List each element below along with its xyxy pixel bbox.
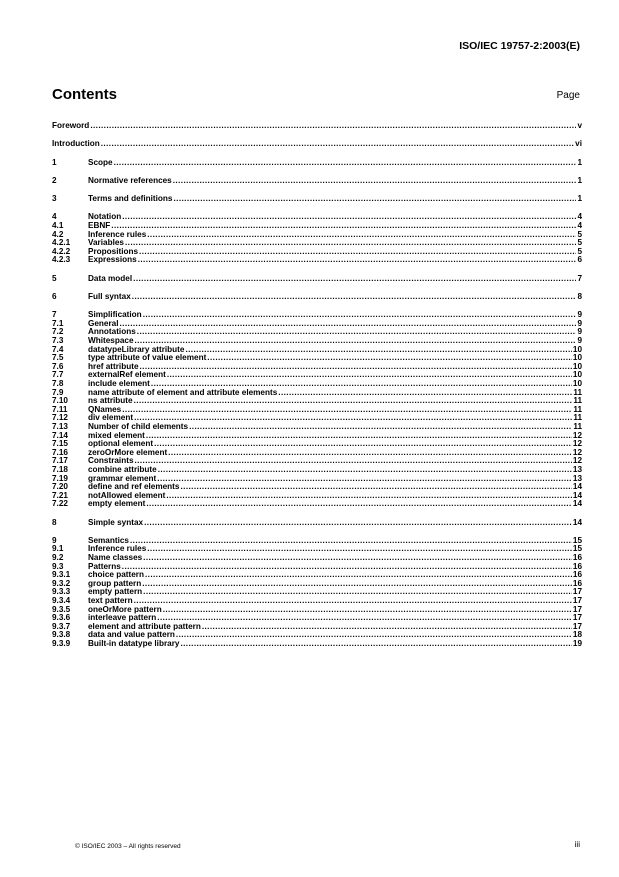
toc-entry-page: 11 <box>573 404 582 414</box>
dot-leader <box>139 248 576 257</box>
toc-entry-number: 7.20 <box>52 482 68 492</box>
dot-leader <box>137 328 577 337</box>
toc-entry-page: 17 <box>572 613 582 623</box>
toc-entry-title: externalRef element <box>88 370 166 380</box>
toc-entry-number: 7.1 <box>52 318 64 328</box>
toc-entry-page: 10 <box>572 353 582 363</box>
toc-entry-page: 5 <box>577 238 582 248</box>
dot-leader <box>111 222 576 231</box>
toc-entry-page: 1 <box>577 175 582 185</box>
toc-entry[interactable] <box>52 195 582 204</box>
toc-entry-title: ns attribute <box>88 396 133 406</box>
dot-leader <box>134 597 572 606</box>
dot-leader <box>163 606 572 615</box>
dot-leader <box>145 571 572 580</box>
toc-entry-number: 9.3 <box>52 561 64 571</box>
toc-entry-number: 7.5 <box>52 353 64 363</box>
toc-entry-title: element and attribute pattern <box>88 621 201 631</box>
toc-entry[interactable] <box>52 554 582 563</box>
toc-entry-page: 12 <box>572 456 582 466</box>
dot-leader <box>168 449 572 458</box>
toc-entry-page: 16 <box>572 570 582 580</box>
dot-leader <box>173 177 577 186</box>
toc-entry-title: Introduction <box>52 139 100 149</box>
toc-entry-page: 4 <box>577 212 582 222</box>
page-column-label: Page <box>556 90 580 101</box>
toc-entry-page: 1 <box>577 194 582 204</box>
toc-entry[interactable] <box>52 122 582 131</box>
toc-entry-page: 9 <box>577 327 582 337</box>
dot-leader <box>90 122 576 131</box>
toc-entry-number: 7.9 <box>52 387 64 397</box>
toc-entry-page: 11 <box>573 387 582 397</box>
dot-leader <box>138 256 577 265</box>
toc-entry-page: 5 <box>577 229 582 239</box>
toc-entry[interactable] <box>52 231 582 240</box>
toc-entry-number: 9.3.9 <box>52 638 71 648</box>
toc-entry-page: 10 <box>572 370 582 380</box>
toc-entry-page: 6 <box>577 255 582 265</box>
dot-leader <box>101 140 574 149</box>
toc-entry-title: group pattern <box>88 578 142 588</box>
toc-entry-title: General <box>88 318 119 328</box>
toc-entry-title: Variables <box>88 238 124 248</box>
page-number: iii <box>574 840 580 849</box>
toc-entry-page: 17 <box>572 596 582 605</box>
toc-entry-number: 6 <box>52 291 57 301</box>
toc-entry-number: 7.17 <box>52 456 68 466</box>
toc-entry-title: QNames <box>88 404 122 414</box>
contents-heading: Contents <box>52 86 117 103</box>
toc-entry-number: 9.3.7 <box>52 621 71 631</box>
toc-entry-number: 7.11 <box>52 404 68 414</box>
toc-entry[interactable] <box>52 140 582 149</box>
dot-leader <box>134 414 572 423</box>
toc-entry-number: 9.3.5 <box>52 604 71 614</box>
toc-entry-title: name attribute of element and attribute elements <box>88 387 278 397</box>
toc-entry[interactable] <box>52 519 582 528</box>
toc-entry-page: 10 <box>572 361 582 371</box>
toc-entry-number: 7.4 <box>52 344 64 354</box>
toc-entry-title: Constraints <box>88 456 134 466</box>
toc-entry-number: 8 <box>52 517 57 527</box>
toc-entry-number: 9.3.1 <box>52 570 71 580</box>
toc-entry-number: 9.2 <box>52 553 64 563</box>
dot-leader <box>147 231 576 240</box>
dot-leader <box>133 275 576 284</box>
toc-entry[interactable] <box>52 256 582 265</box>
toc-entry-page: 17 <box>572 621 582 631</box>
toc-entry-number: 9.3.2 <box>52 578 71 588</box>
dot-leader <box>147 545 572 554</box>
toc-entry-title: oneOrMore pattern <box>88 604 162 614</box>
toc-entry-number: 7.7 <box>52 370 64 380</box>
toc-entry-title: zeroOrMore element <box>88 447 168 457</box>
dot-leader <box>157 475 572 484</box>
toc-entry[interactable] <box>52 293 582 302</box>
toc-entry[interactable] <box>52 177 582 186</box>
toc-entry-title: include element <box>88 378 150 388</box>
dot-leader <box>167 371 572 380</box>
toc-entry-title: Number of child elements <box>88 421 189 431</box>
toc-entry-number: 4.2 <box>52 229 64 239</box>
toc-entry-title: combine attribute <box>88 464 157 474</box>
toc-entry-title: Name classes <box>88 553 143 563</box>
dot-leader <box>154 440 572 449</box>
toc-entry-title: type attribute of value element <box>88 353 207 363</box>
dot-leader <box>189 423 572 432</box>
toc-entry-number: 9 <box>52 535 57 545</box>
toc-entry-title: data and value pattern <box>88 630 175 640</box>
toc-entry-title: Simple syntax <box>88 517 144 527</box>
toc-entry-title: Expressions <box>88 255 137 265</box>
toc-entry[interactable] <box>52 275 582 284</box>
toc-entry-title: Propositions <box>88 246 139 256</box>
toc-entry-title: empty pattern <box>88 587 143 597</box>
dot-leader <box>122 406 572 415</box>
toc-entry-page: 12 <box>572 447 582 457</box>
dot-leader <box>122 213 576 222</box>
toc-entry-page: 9 <box>577 310 582 320</box>
toc-entry-page: 14 <box>572 482 582 492</box>
toc-entry-page: v <box>577 121 582 130</box>
toc-entry-page: 16 <box>572 553 582 563</box>
toc-entry-title: notAllowed element <box>88 490 166 500</box>
toc-entry-page: 1 <box>577 157 582 167</box>
document-id: ISO/IEC 19757-2:2003(E) <box>459 40 580 52</box>
toc-entry-number: 7.10 <box>52 396 68 406</box>
toc-entry[interactable] <box>52 500 582 509</box>
toc-entry-number: 7.12 <box>52 413 68 423</box>
toc-entry-title: Inference rules <box>88 544 147 554</box>
toc-entry-number: 4.2.1 <box>52 238 71 248</box>
toc-entry-page: 10 <box>572 344 582 354</box>
toc-entry-number: 9.3.4 <box>52 596 71 605</box>
dot-leader <box>202 623 572 632</box>
toc-entry[interactable] <box>52 397 582 406</box>
toc-entry-number: 9.3.3 <box>52 587 71 597</box>
toc-entry-page: 17 <box>572 604 582 614</box>
toc-entry-number: 7.15 <box>52 439 68 449</box>
table-of-contents <box>52 122 582 649</box>
toc-entry-page: 14 <box>572 517 582 527</box>
dot-leader <box>134 397 573 406</box>
dot-leader <box>173 195 576 204</box>
toc-entry-title: Scope <box>88 157 113 167</box>
toc-entry-page: 15 <box>572 544 582 554</box>
copyright-notice: © ISO/IEC 2003 – All rights reserved <box>75 843 181 850</box>
toc-entry-title: Patterns <box>88 561 121 571</box>
toc-entry-title: Semantics <box>88 535 129 545</box>
toc-entry[interactable] <box>52 159 582 168</box>
toc-entry-page: 9 <box>577 318 582 328</box>
toc-entry-page: 10 <box>572 378 582 388</box>
toc-entry-page: 18 <box>572 630 582 640</box>
toc-entry-title: datatypeLibrary attribute <box>88 344 185 354</box>
toc-entry-page: 11 <box>573 421 582 431</box>
toc-entry-number: 7.16 <box>52 447 68 457</box>
toc-entry-title: Simplification <box>88 310 142 320</box>
toc-entry-number: 7.14 <box>52 430 68 440</box>
dot-leader <box>144 519 572 528</box>
dot-leader <box>146 432 572 441</box>
dot-leader <box>157 614 572 623</box>
toc-entry-number: 9.3.6 <box>52 613 71 623</box>
dot-leader <box>180 483 571 492</box>
dot-leader <box>180 640 571 649</box>
toc-entry-title: choice pattern <box>88 570 144 580</box>
toc-entry-page: 14 <box>572 490 582 500</box>
toc-entry-number: 1 <box>52 157 57 167</box>
toc-entry-title: div element <box>88 413 134 423</box>
toc-entry-number: 7.21 <box>52 490 68 500</box>
toc-entry-page: 11 <box>573 396 582 406</box>
toc-entry-page: 4 <box>577 221 582 230</box>
toc-entry-title: Data model <box>88 273 133 283</box>
dot-leader <box>158 466 572 475</box>
toc-entry-title: EBNF <box>88 221 111 230</box>
toc-entry-title: interleave pattern <box>88 613 157 623</box>
toc-entry-title: grammar element <box>88 473 157 483</box>
dot-leader <box>166 492 572 501</box>
toc-entry-page: 19 <box>572 638 582 648</box>
toc-entry-title: Built-in datatype library <box>88 638 180 648</box>
toc-entry-number: 2 <box>52 175 57 185</box>
toc-entry-number: 7.3 <box>52 336 64 345</box>
dot-leader <box>132 293 577 302</box>
toc-entry-number: 7 <box>52 310 57 320</box>
dot-leader <box>125 239 576 248</box>
toc-entry-page: 16 <box>572 561 582 571</box>
toc-entry-number: 4.1 <box>52 221 64 230</box>
toc-entry-title: Whitespace <box>88 336 134 345</box>
dot-leader <box>207 354 572 363</box>
toc-entry-title: Inference rules <box>88 229 147 239</box>
toc-entry-title: define and ref elements <box>88 482 180 492</box>
dot-leader <box>143 311 577 320</box>
dot-leader <box>120 320 577 329</box>
toc-entry[interactable] <box>52 311 582 320</box>
dot-leader <box>143 588 572 597</box>
dot-leader <box>278 389 572 398</box>
toc-entry-title: Annotations <box>88 327 136 337</box>
toc-entry-title: href attribute <box>88 361 139 371</box>
dot-leader <box>114 159 577 168</box>
toc-entry-number: 4.2.2 <box>52 246 71 256</box>
toc-entry-number: 4.2.3 <box>52 255 71 265</box>
toc-entry-page: 11 <box>573 413 582 423</box>
toc-entry-number: 9.3.8 <box>52 630 71 640</box>
toc-entry-title: Terms and definitions <box>88 194 173 204</box>
dot-leader <box>142 580 572 589</box>
toc-entry-page: vi <box>575 139 582 149</box>
toc-entry-title: empty element <box>88 499 146 509</box>
toc-entry-title: Normative references <box>88 175 172 185</box>
toc-entry-page: 9 <box>577 336 582 345</box>
toc-entry-number: 4 <box>52 212 57 222</box>
toc-entry-title: Full syntax <box>88 291 131 301</box>
toc-entry-page: 7 <box>577 273 582 283</box>
toc-entry-title: text pattern <box>88 596 133 605</box>
toc-entry-page: 13 <box>572 464 582 474</box>
toc-entry-page: 12 <box>572 430 582 440</box>
dot-leader <box>185 346 571 355</box>
dot-leader <box>130 537 572 546</box>
toc-entry-page: 14 <box>572 499 582 509</box>
dot-leader <box>122 563 572 572</box>
toc-entry-number: 7.13 <box>52 421 68 431</box>
toc-entry-page: 17 <box>572 587 582 597</box>
dot-leader <box>140 363 572 372</box>
toc-entry-number: 7.2 <box>52 327 64 337</box>
toc-entry-number: 7.22 <box>52 499 68 509</box>
toc-entry-page: 15 <box>572 535 582 545</box>
toc-entry[interactable] <box>52 640 582 649</box>
toc-entry-page: 8 <box>577 291 582 301</box>
toc-entry-number: 7.18 <box>52 464 68 474</box>
toc-entry[interactable] <box>52 213 582 222</box>
dot-leader <box>143 554 572 563</box>
toc-entry-title: optional element <box>88 439 154 449</box>
dot-leader <box>135 337 577 346</box>
toc-entry-page: 12 <box>572 439 582 449</box>
toc-entry-number: 7.8 <box>52 378 64 388</box>
toc-entry-page: 5 <box>577 246 582 256</box>
toc-entry-number: 5 <box>52 273 57 283</box>
dot-leader <box>135 457 572 466</box>
toc-entry-title: Notation <box>88 212 122 222</box>
toc-entry-page: 16 <box>572 578 582 588</box>
toc-entry-number: 3 <box>52 194 57 204</box>
toc-entry-number: 7.19 <box>52 473 68 483</box>
toc-entry-title: mixed element <box>88 430 145 440</box>
dot-leader <box>176 631 572 640</box>
toc-entry-page: 13 <box>572 473 582 483</box>
toc-entry-number: 9.1 <box>52 544 64 554</box>
toc-entry-number: 7.6 <box>52 361 64 371</box>
toc-entry-title: Foreword <box>52 121 90 130</box>
dot-leader <box>146 500 572 509</box>
